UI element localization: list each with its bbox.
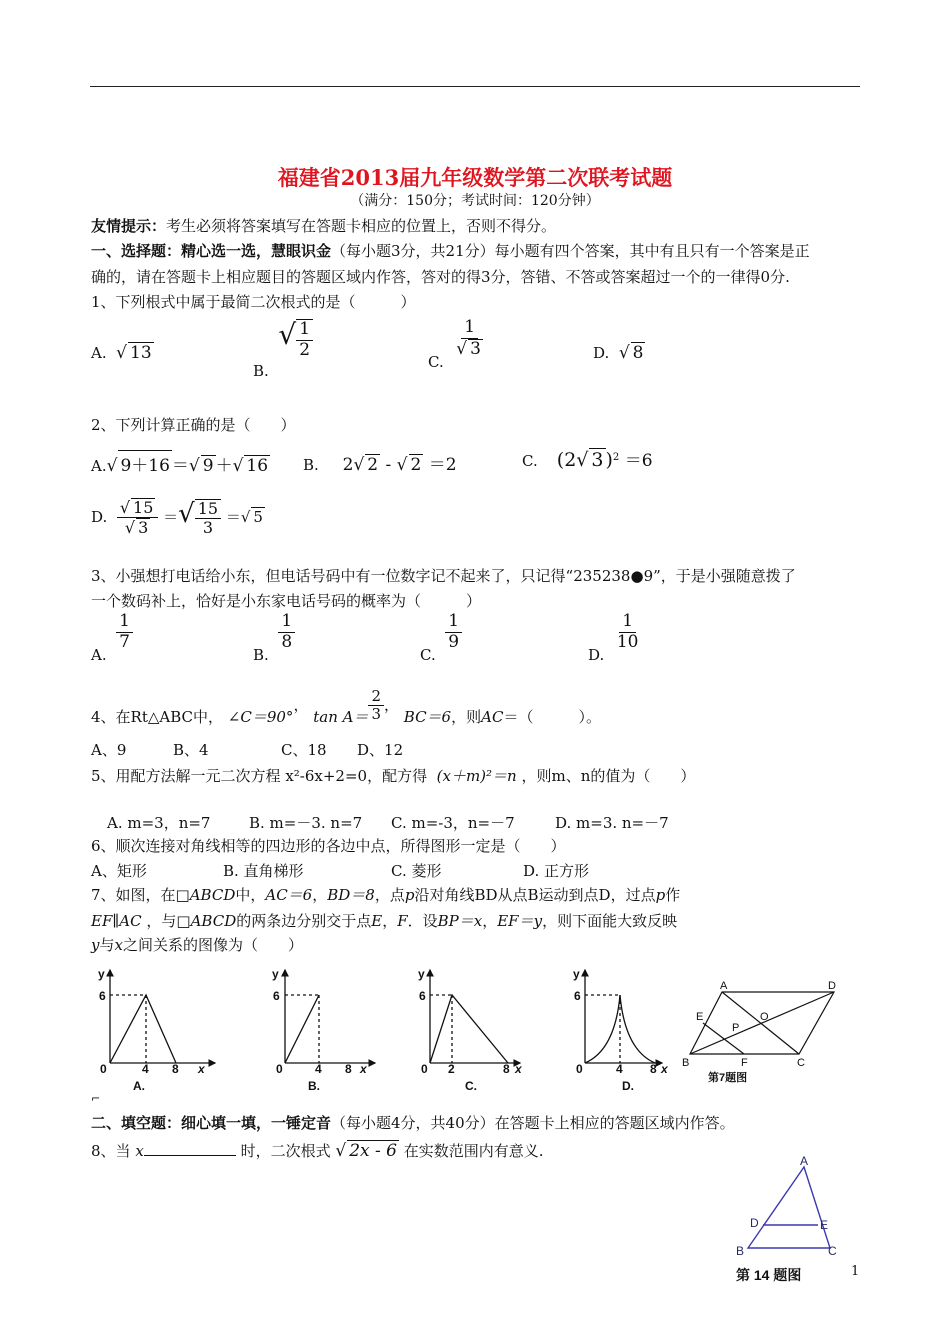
q4-options: A、9 B、4 C、18 D、12	[91, 741, 404, 759]
q3-line1: 3、小强想打电话给小东，但电话号码中有一位数字记不起来了，只记得“235238●9”，于是小强随意拨了	[91, 567, 796, 585]
graph-c	[430, 970, 520, 1063]
svg-text:2: 2	[448, 1062, 455, 1076]
svg-text:O: O	[760, 1011, 769, 1023]
svg-text:0: 0	[576, 1062, 583, 1076]
bracket-mark: ⌐	[91, 1092, 101, 1105]
page-title: 福建省2013届九年级数学第二次联考试题	[277, 165, 673, 190]
figure-14-caption: 第 14 题图	[736, 1267, 802, 1283]
section1-heading: 一、选择题：精心选一选，慧眼识金（每小题3分，共21分）每小题有四个答案，其中有且只有一个答案是正	[91, 242, 810, 260]
svg-text:y: y	[418, 967, 425, 981]
q1-option-c: C. $\frac{1}{√ 3}$	[428, 317, 481, 371]
page-number: 1	[851, 1264, 860, 1279]
q3-option-d: D. $\frac{1}{10}$	[588, 611, 639, 665]
q3-option-c: C. $\frac{1}{9}$	[420, 612, 462, 652]
q1-option-d: D. √ 8	[593, 343, 644, 363]
svg-text:x: x	[661, 1062, 668, 1076]
graph-d-label: D.	[622, 1079, 634, 1093]
svg-text:y: y	[98, 967, 105, 981]
section1-line2: 确的，请在答题卡上相应题目的答题区域内作答，答对的得3分，答错、不答或答案超过一个的一律得0分.	[91, 268, 790, 286]
graph-c-label: C.	[465, 1079, 477, 1093]
q1-option-a: A. √ 13	[91, 343, 152, 363]
svg-text:0: 0	[100, 1062, 107, 1076]
exam-info: （满分：150分；考试时间：120分钟）	[350, 193, 600, 209]
svg-text:6: 6	[419, 989, 426, 1003]
q8: 8、当 x 时，二次根式 √ 2x - 6 在实数范围内有意义.	[91, 1141, 544, 1161]
svg-text:C: C	[828, 1244, 837, 1258]
svg-text:E: E	[820, 1218, 829, 1232]
svg-text:4: 4	[142, 1062, 149, 1076]
graph-b	[285, 970, 375, 1063]
svg-text:8: 8	[172, 1062, 179, 1076]
svg-text:8: 8	[503, 1062, 510, 1076]
svg-text:x: x	[198, 1062, 205, 1076]
svg-text:4: 4	[315, 1062, 322, 1076]
q1-stem: 1、下列根式中属于最简二次根式的是（ ）	[91, 293, 416, 311]
q7-line1: 7、如图，在□ABCD中，AC＝6，BD＝8，点p沿对角线BD从点B运动到点D，过点p作	[91, 886, 681, 904]
q2-option-c: C. (2√ 3 )$^2$ ＝6	[522, 449, 653, 471]
figure-7-caption: 第7题图	[708, 1072, 748, 1084]
svg-text:P: P	[732, 1022, 740, 1034]
q5-stem: 5、用配方法解一元二次方程 x²-6x+2=0，配方得 (x＋m)²＝n ，则m、n的值为（ ）	[91, 767, 696, 785]
svg-text:0: 0	[421, 1062, 428, 1076]
svg-text:y: y	[573, 967, 580, 981]
q3-option-a: A. $\frac{1}{7}$	[91, 612, 133, 652]
q2-option-a: A.√ 9＋16 ＝√ 9 ＋√ 16	[91, 450, 270, 476]
svg-text:A: A	[800, 1154, 809, 1168]
svg-text:D: D	[828, 980, 836, 992]
q3-line2: 一个数码补上，恰好是小东家电话号码的概率为（ ）	[91, 592, 482, 610]
svg-text:6: 6	[273, 989, 280, 1003]
svg-text:x: x	[515, 1062, 522, 1076]
svg-text:x: x	[360, 1062, 367, 1076]
figure-14	[730, 1155, 850, 1290]
q3-option-b: B. $\frac{1}{8}$	[253, 612, 295, 652]
svg-text:y: y	[272, 967, 279, 981]
graph-a-label: A.	[133, 1079, 145, 1093]
svg-text:8: 8	[345, 1062, 352, 1076]
svg-text:B: B	[736, 1244, 745, 1258]
svg-text:D: D	[750, 1216, 759, 1230]
svg-text:8: 8	[650, 1062, 657, 1076]
svg-text:A: A	[720, 980, 728, 992]
q2-option-d: D. $\frac{√ 15}{√ 3}$ ＝√ $\frac{15}{3}$ ＝√ 5	[91, 498, 263, 538]
q6-stem: 6、顺次连接对角线相等的四边形的各边中点，所得图形一定是（ ）	[91, 837, 566, 855]
svg-text:F: F	[741, 1057, 748, 1069]
svg-text:6: 6	[574, 989, 581, 1003]
svg-text:0: 0	[276, 1062, 283, 1076]
q1-option-b: B. √ $\frac{1}{2}$	[253, 318, 313, 361]
svg-text:4: 4	[616, 1062, 623, 1076]
q2-option-b: B. 2√ 2 - √ 2 ＝2	[303, 455, 457, 475]
q7-graphs	[90, 960, 690, 1093]
q7-line2: EF∥AC ，与□ABCD的两条边分别交于点E，F．设BP＝x，EF＝y，则下面能大致反映	[91, 912, 678, 930]
svg-text:B: B	[682, 1057, 690, 1069]
graph-a	[110, 970, 215, 1063]
q2-stem: 2、下列计算正确的是（ ）	[91, 416, 296, 434]
section2-heading: 二、填空题：细心填一填，一锤定音（每小题4分，共40分）在答题卡上相应的答题区域内作答。	[91, 1114, 735, 1132]
header-rule	[90, 86, 860, 87]
q4-stem: 4、在Rt△ABC中， ∠C＝90°， tan A＝ $\frac{2}{3}$ ， BC＝6，则AC＝（ ）。	[91, 687, 601, 726]
svg-text:E: E	[696, 1011, 704, 1023]
q6-options: A、矩形 B. 直角梯形 C. 菱形 D. 正方形	[91, 862, 590, 880]
svg-text:6: 6	[99, 989, 106, 1003]
graph-d	[585, 970, 662, 1063]
svg-text:C: C	[797, 1057, 805, 1069]
notice: 友情提示：考生必须将答案填写在答题卡相应的位置上，否则不得分。	[91, 217, 557, 235]
graph-b-label: B.	[308, 1079, 320, 1093]
figure-7	[682, 978, 857, 1088]
q7-line3: y与x之间关系的图像为（ ）	[91, 936, 303, 954]
